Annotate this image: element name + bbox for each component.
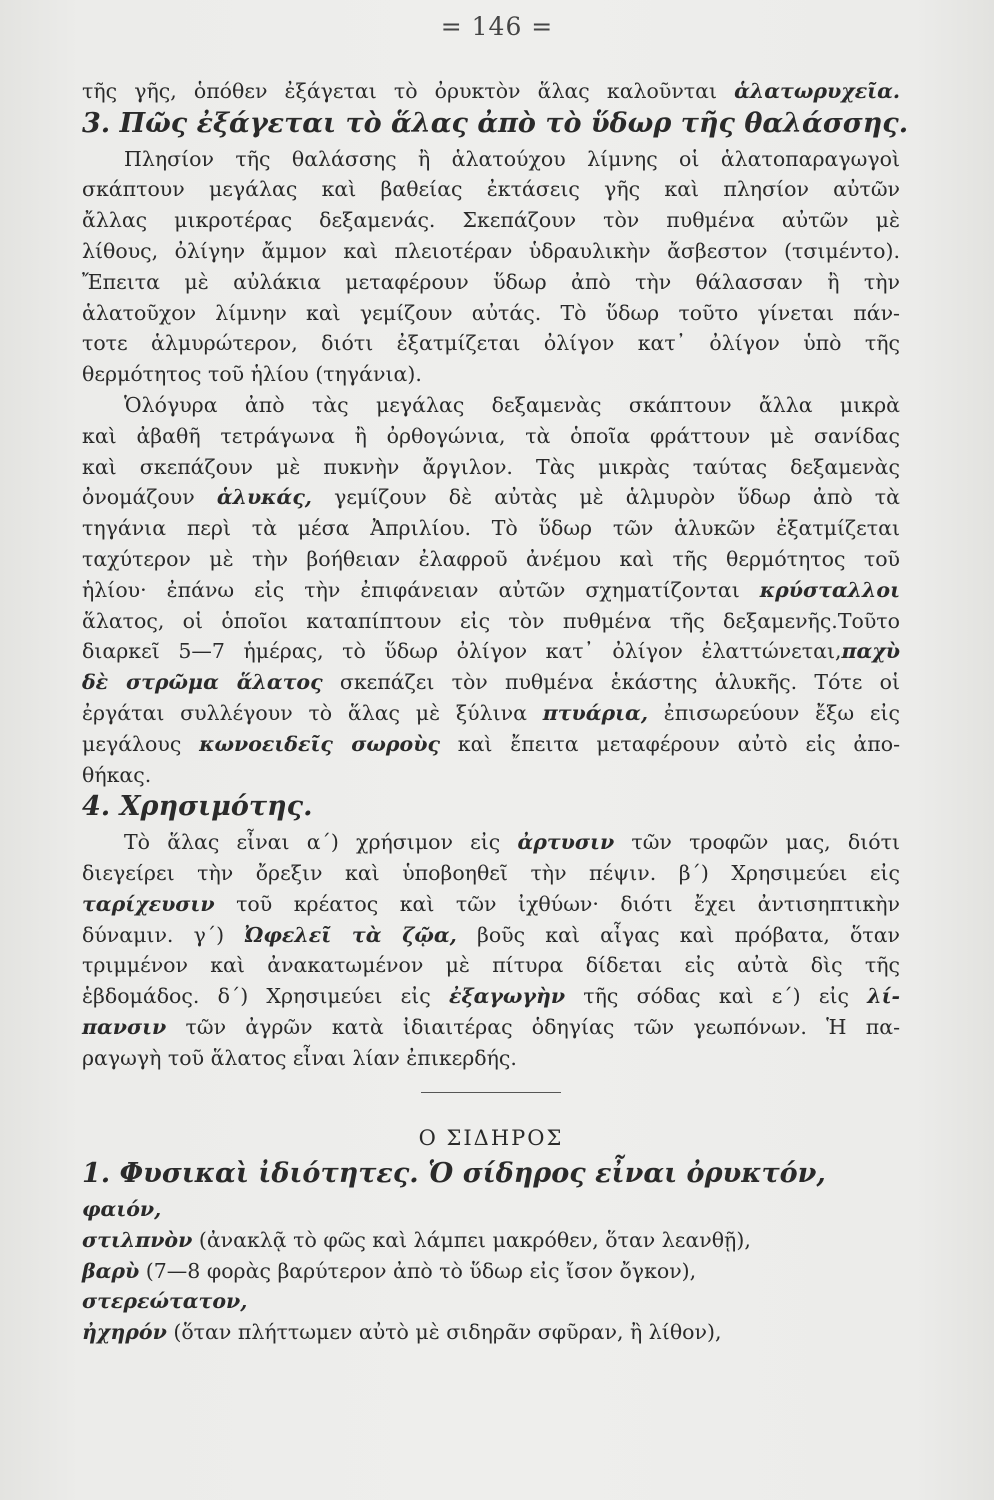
- s3-line: Πλησίον τῆς θαλάσσης ἢ ἁλατούχου λίμνης οἱ ἁλατοπαραγωγοὶ: [124, 146, 900, 171]
- property-term: ἠχηρόν: [82, 1320, 167, 1345]
- text: δύναμιν. γ´): [82, 922, 245, 947]
- text: μεγάλους: [82, 731, 200, 756]
- text: σκεπάζει τὸν πυθμένα ἑκάστης ἁλυκῆς. Τότε οἱ: [322, 670, 900, 695]
- section-4-title: 4. Χρησιμότης.: [82, 791, 313, 823]
- term-lipansin-part2: πανσιν: [82, 1014, 167, 1039]
- text: ἐργάται συλλέγουν τὸ ἅλας μὲ ξύλινα: [82, 700, 543, 725]
- text: τῶν ἀγρῶν κατὰ ἰδιαιτέρας ὁδηγίας τῶν γεωπόνων. Ἡ πα-: [166, 1014, 900, 1039]
- text: τοῦ κρέατος καὶ τῶν ἰχθύων· διότι ἔχει ἀντισηπτικὴν: [214, 891, 900, 916]
- text: καὶ ἔπειτα μεταφέρουν αὐτὸ εἰς ἀπο-: [439, 731, 900, 756]
- p2-line: [82, 575, 900, 606]
- text: Τὸ ἅλας εἶναι α´) χρήσιμον εἰς: [124, 830, 518, 855]
- p2-line: [82, 636, 900, 667]
- property-line: [82, 1256, 900, 1287]
- property-term: βαρὺ: [82, 1258, 140, 1283]
- property-line: [82, 1286, 900, 1317]
- text: ἐπισωρεύουν ἔξω εἰς: [647, 700, 900, 725]
- property-term: στερεώτατον,: [82, 1289, 248, 1314]
- p2-line: ἅλατος, οἱ ὁποῖοι καταπίπτουν εἰς τὸν πυθμένα τῆς δεξαμενῆς.Τοῦτο: [82, 608, 900, 633]
- text: ὀνομάζουν: [82, 485, 217, 510]
- page-body: [82, 76, 909, 1348]
- s3-line: ἁλατοῦχον λίμνην καὶ γεμίζουν αὐτάς. Τὸ ὕδωρ τοῦτο γίνεται πάν-: [82, 300, 900, 325]
- p2-line: [82, 667, 900, 698]
- p3-line: [82, 920, 900, 951]
- term-artysin: ἀρτυσιν: [517, 830, 615, 855]
- p2-line: [82, 698, 900, 729]
- s3-line: τοτε ἁλμυρώτερον, διότι ἐξατμίζεται ὀλίγον κατ᾽ ὀλίγον ὑπὸ τῆς: [82, 331, 900, 356]
- p3-line: [82, 827, 900, 858]
- p2-line: τηγάνια περὶ τὰ μέσα Ἀπριλίου. Τὸ ὕδωρ τῶν ἁλυκῶν ἐξατμίζεται: [82, 516, 900, 541]
- term-stroma-halatos: δὲ στρῶμα ἅλατος: [82, 670, 323, 695]
- p3-line: τριμμένον καὶ ἀνακατωμένον μὲ πίτυρα δίδεται εἰς αὐτὰ δὶς τῆς: [82, 953, 900, 978]
- term-ptyaria: πτυάρια,: [542, 700, 648, 725]
- chapter-title: Ο ΣΙΔΗΡΟΣ: [418, 1125, 564, 1150]
- p2-line: Ὁλόγυρα ἀπὸ τὰς μεγάλας δεξαμενὰς σκάπτουν ἄλλα μικρὰ: [124, 392, 900, 417]
- term-lipansin-part1: λί-: [867, 984, 901, 1009]
- text: τῶν τροφῶν μας, διότι: [614, 830, 900, 855]
- text: (7—8 φορὰς βαρύτερον ἀπὸ τὸ ὕδωρ εἰς ἴσον ὄγκον),: [139, 1258, 697, 1283]
- s3-line: σκάπτουν μεγάλας καὶ βαθείας ἐκτάσεις γῆς καὶ πλησίον αὐτῶν: [82, 177, 900, 202]
- property-line: [82, 1194, 900, 1225]
- s3-line: Ἔπειτα μὲ αὐλάκια μεταφέρουν ὕδωρ ἀπὸ τὴν θάλασσαν ἢ τὴν: [82, 269, 900, 294]
- p3-line: διεγείρει τὴν ὄρεξιν καὶ ὑποβοηθεῖ τὴν πέψιν. β´) Χρησιμεύει εἰς: [82, 860, 900, 885]
- text: ἡλίου· ἐπάνω εἰς τὴν ἐπιφάνειαν αὐτῶν σχηματίζονται: [82, 577, 760, 602]
- section-1-title: 1. Φυσικαὶ ἰδιότητες. Ὁ σίδηρος εἶναι ὀρυκτόν,: [82, 1158, 826, 1190]
- p2-line: καὶ σκεπάζουν μὲ πυκνὴν ἄργιλον. Τὰς μικρὰς ταύτας δεξαμενὰς: [82, 454, 900, 479]
- property-term: φαιόν,: [82, 1197, 162, 1222]
- p2-line: θήκας.: [82, 762, 152, 787]
- p2-line: καὶ ἀβαθῆ τετράγωνα ἢ ὀρθογώνια, τὰ ὁποῖα φράττουν μὲ σανίδας: [82, 423, 900, 448]
- p2-line: ταχύτερον μὲ τὴν βοήθειαν ἐλαφροῦ ἀνέμου καὶ τῆς θερμότητος τοῦ: [82, 546, 900, 571]
- term-ofelei-ta-zoa: Ὠφελεῖ τὰ ζῷα,: [244, 922, 457, 947]
- term-tarixeysin: ταρίχευσιν: [82, 891, 215, 916]
- term-swroi: κωνοειδεῖς σωροὺς: [199, 731, 440, 756]
- term-halykas: ἁλυκάς,: [216, 485, 312, 510]
- property-term: στιλπνὸν: [82, 1227, 193, 1252]
- p3-line: [82, 889, 900, 920]
- p3-line: [82, 1012, 900, 1043]
- text: (ἀνακλᾷ τὸ φῶς καὶ λάμπει μακρόθεν, ὅταν λεανθῇ),: [192, 1227, 751, 1252]
- p3-line: ραγωγὴ τοῦ ἅλατος εἶναι λίαν ἐπικερδής.: [82, 1045, 517, 1070]
- property-line: [82, 1225, 900, 1256]
- s3-line: λίθους, ὀλίγην ἄμμον καὶ πλειοτέραν ὑδραυλικὴν ἄσβεστον (τσιμέντο).: [82, 238, 900, 263]
- text: ἑβδομάδος. δ´) Χρησιμεύει εἰς: [82, 984, 449, 1009]
- p2-line: [82, 482, 900, 513]
- property-line: [82, 1317, 900, 1348]
- term-halatoryxeia: ἁλατωρυχεῖα.: [734, 79, 900, 103]
- s3-line: θερμότητος τοῦ ἡλίου (τηγάνια).: [82, 362, 422, 387]
- text: βοῦς καὶ αἶγας καὶ πρόβατα, ὅταν: [456, 922, 900, 947]
- term-exagogin: ἐξαγωγὴν: [449, 984, 566, 1009]
- intro-text: τῆς γῆς, ὁπόθεν ἐξάγεται τὸ ὀρυκτὸν ἅλας καλοῦνται: [82, 79, 735, 103]
- term-paxy: παχὺ: [841, 639, 900, 664]
- page-number: = 146 =: [440, 12, 554, 41]
- divider-rule: [421, 1092, 561, 1093]
- s3-line: ἄλλας μικροτέρας δεξαμενάς. Σκεπάζουν τὸν πυθμένα αὐτῶν μὲ: [82, 208, 900, 233]
- text: διαρκεῖ 5—7 ἡμέρας, τὸ ὕδωρ ὀλίγον κατ᾽ ὀλίγον ἐλαττώνεται,: [82, 639, 842, 664]
- text: γεμίζουν δὲ αὐτὰς μὲ ἁλμυρὸν ὕδωρ ἀπὸ τὰ: [311, 485, 900, 510]
- p3-line: [82, 981, 900, 1012]
- intro-line: [82, 76, 900, 107]
- p2-line: [82, 729, 900, 760]
- term-krystalloi: κρύσταλλοι: [759, 577, 900, 602]
- text: τῆς σόδας καὶ ε´) εἰς: [565, 984, 868, 1009]
- text: (ὅταν πλήττωμεν αὐτὸ μὲ σιδηρᾶν σφῦραν, ἢ λίθον),: [166, 1320, 722, 1345]
- section-3-title: 3. Πῶς ἐξάγεται τὸ ἅλας ἀπὸ τὸ ὕδωρ τῆς θαλάσσης.: [82, 107, 909, 139]
